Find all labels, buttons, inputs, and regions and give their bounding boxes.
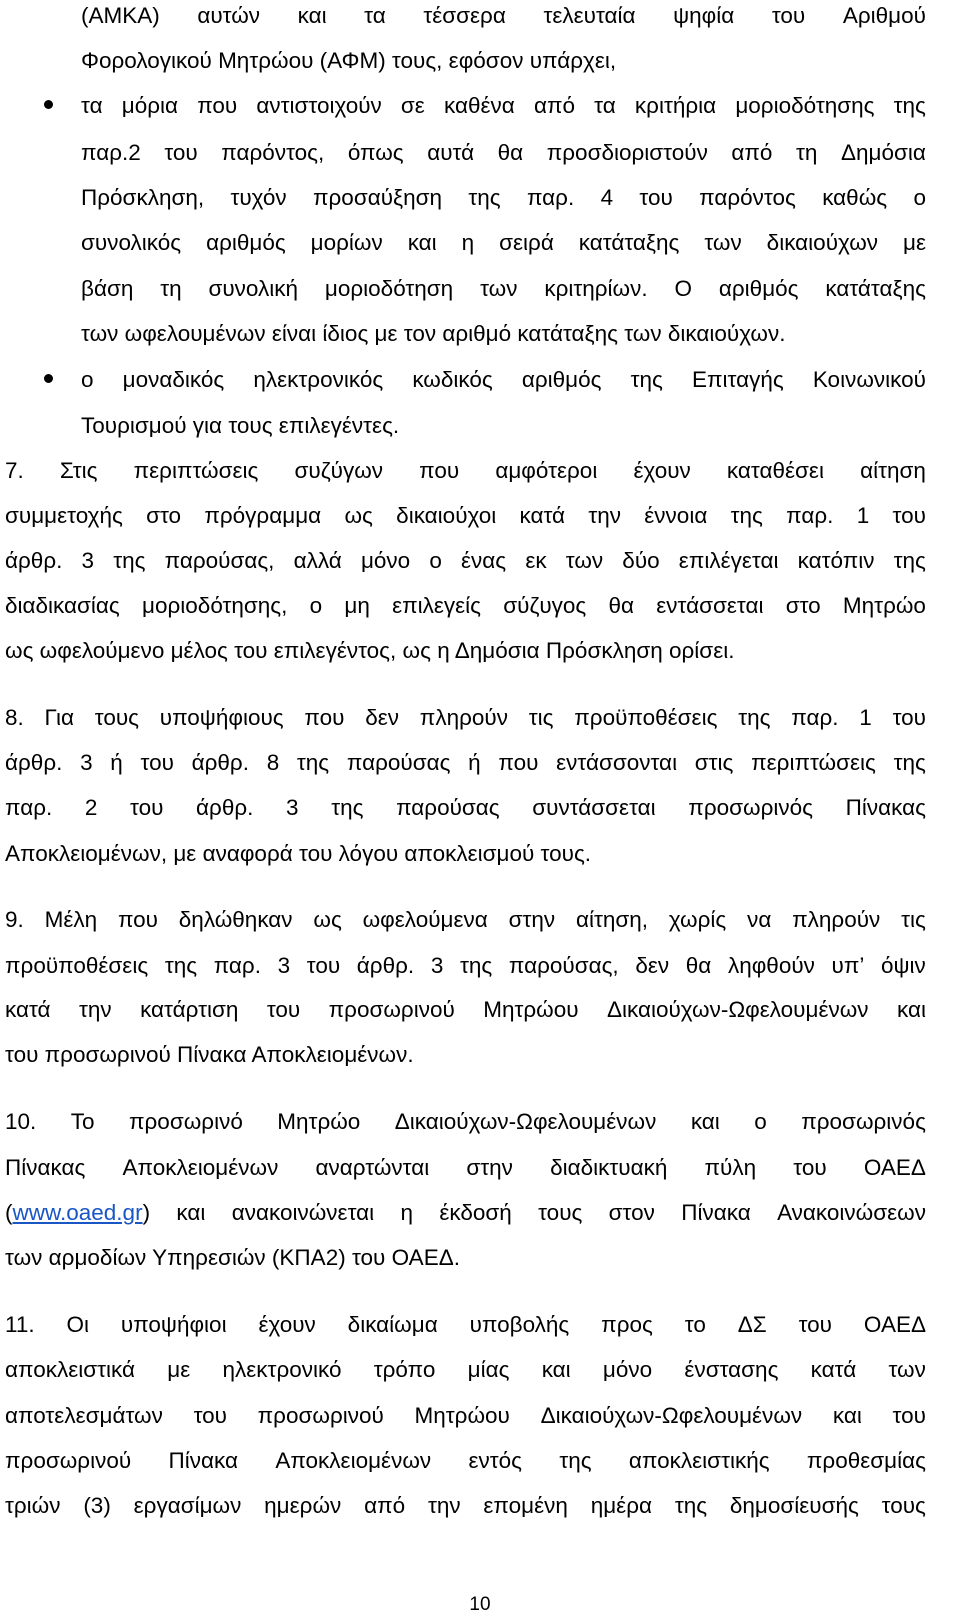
text-word: προσωρινός [688, 795, 813, 820]
text-word: κατά [810, 1357, 857, 1382]
text-line [5, 548, 926, 574]
text-word: ένστασης [684, 1357, 779, 1382]
text-word: ωφελούμενα [362, 907, 488, 932]
text-word: πληρούν [792, 907, 881, 932]
text-word: προσωρινού [328, 997, 455, 1022]
text-word: της [113, 548, 146, 573]
text-word: ημερών [264, 1493, 342, 1518]
text-word: Μητρώο [277, 1109, 361, 1134]
text-word: Ανακοινώσεων [777, 1200, 926, 1225]
text-word: μόρια [121, 93, 179, 118]
text-word: της [459, 953, 493, 978]
text-word: αίτηση [860, 458, 926, 483]
text-word: εντός [468, 1448, 523, 1473]
text-word: ημέρα [590, 1493, 653, 1518]
text-word: που [197, 93, 238, 118]
text-line [5, 503, 926, 529]
text-word: Δημόσια [840, 140, 926, 165]
text-word: του [266, 997, 301, 1022]
text-word: κατάταξης [825, 276, 926, 301]
text-word: προς [601, 1312, 653, 1337]
text-word: το [684, 1312, 706, 1337]
text-line: Τουρισμού για τους επιλεγέντες. [81, 413, 400, 438]
text-word: ως [344, 503, 373, 528]
text-word: αποκλειστικής [628, 1448, 770, 1473]
text-word: παρόντος, [221, 140, 325, 165]
text-line [5, 1403, 926, 1429]
text-word: των [704, 230, 742, 255]
text-word: 3 [286, 795, 299, 820]
text-word: Για [44, 705, 74, 730]
text-word: 8. [5, 705, 24, 730]
text-word: παρ. [5, 795, 53, 820]
text-word: Ο [674, 276, 693, 301]
text-word: όψιν [881, 953, 926, 978]
text-word: 3 [430, 953, 444, 978]
text-word: προσαύξηση [312, 185, 443, 210]
text-word: μη [344, 593, 370, 618]
text-word: ο [429, 548, 442, 573]
text-line [5, 1200, 926, 1226]
text-word: και [176, 1200, 206, 1225]
text-word: δύο [622, 548, 660, 573]
text-word: στην [508, 907, 556, 932]
text-word: συμμετοχής [5, 503, 123, 528]
text-word: στην [466, 1155, 513, 1180]
text-line [81, 276, 926, 302]
text-word: παρόντος [699, 185, 796, 210]
text-word: εκ [525, 548, 547, 573]
text-word: τη [796, 140, 818, 165]
text-word: της [893, 548, 926, 573]
text-line: των αρμοδίων Υπηρεσιών (ΚΠΑ2) του ΟΑΕΔ. [5, 1245, 460, 1270]
text-word: της [630, 367, 663, 392]
text-word: της [893, 93, 926, 118]
text-word: αυτά [427, 140, 475, 165]
text-word: 1 [859, 705, 872, 730]
text-word: παρ. [791, 705, 839, 730]
text-word: της [738, 705, 771, 730]
text-word: τα [81, 93, 103, 118]
text-word: κατάρτιση [140, 997, 239, 1022]
text-word: δημοσίευσής [729, 1493, 859, 1518]
text-word: της [559, 1448, 592, 1473]
text-line [5, 1155, 926, 1181]
text-word: συνολικός [81, 230, 182, 255]
text-word: αριθμός [521, 367, 602, 392]
text-word: ως [313, 907, 342, 932]
text-line [5, 1312, 926, 1338]
text-word: του [771, 3, 806, 28]
text-word: στις [694, 750, 734, 775]
text-word: ΟΑΕΔ [863, 1155, 926, 1180]
text-word: ηλεκτρονικό [222, 1357, 342, 1382]
paren-open: ( [5, 1200, 13, 1225]
text-word: τα [364, 3, 386, 28]
text-word: Μητρώου [414, 1403, 510, 1428]
text-word: υποψήφιοι [120, 1312, 227, 1337]
text-word: παρ. [213, 953, 261, 978]
text-word: τους [881, 1493, 926, 1518]
text-word: ηλεκτρονικός [253, 367, 384, 392]
text-word: συνολική [208, 276, 299, 301]
text-line [5, 593, 926, 619]
text-line [81, 367, 926, 393]
text-line [5, 907, 926, 933]
text-word: ληφθούν [727, 953, 815, 978]
text-word: Πρόσκληση, [81, 185, 205, 210]
text-word: ή [468, 750, 481, 775]
text-word: αίτηση, [575, 907, 649, 932]
text-word: βάση [81, 276, 134, 301]
text-word: κατάταξης [578, 230, 680, 255]
text-word: συζύγων [294, 458, 384, 483]
text-word: προσωρινός [801, 1109, 926, 1134]
text-line [5, 705, 926, 731]
text-word: 4 [600, 185, 614, 210]
text-word: της [296, 750, 330, 775]
text-line [81, 93, 926, 119]
text-line [81, 140, 926, 166]
text-word: Δικαιούχων-Ωφελουμένων [606, 997, 869, 1022]
bullet-marker [44, 374, 53, 383]
text-word: ο [913, 185, 926, 210]
text-word: χωρίς [668, 907, 727, 932]
text-word: κωδικός [412, 367, 493, 392]
text-word: 2 [84, 795, 98, 820]
text-word: παρ. [526, 185, 575, 210]
text-word: 11. [5, 1312, 35, 1337]
text-word: περιπτώσεις [133, 458, 259, 483]
text-word: παρ.2 [81, 140, 141, 165]
text-word: τριών [5, 1493, 61, 1518]
text-word: ) [142, 1200, 151, 1225]
text-word: από [364, 1493, 406, 1518]
text-word: Μέλη [44, 907, 98, 932]
text-line [5, 795, 926, 821]
text-word: Στις [59, 458, 98, 483]
text-word: προϋποθέσεις [574, 705, 718, 730]
text-word: παρούσας [396, 795, 500, 820]
text-word: μοριοδότησης [735, 93, 875, 118]
text-word: ανακοινώνεται [231, 1200, 375, 1225]
text-word: έκδοσή [439, 1200, 512, 1225]
text-word: στο [785, 593, 821, 618]
text-word: ΟΑΕΔ [863, 1312, 926, 1337]
text-line [81, 230, 926, 256]
text-word: πύλη [704, 1155, 757, 1180]
text-word: σύζυγος [503, 593, 587, 618]
text-word: υπ’ [831, 953, 865, 978]
text-word: παρούσας, [508, 953, 619, 978]
text-word: Πίνακα [168, 1448, 238, 1473]
text-word: επομένη [483, 1493, 568, 1518]
text-line [5, 953, 926, 979]
text-line: Αποκλειομένων, με αναφορά του λόγου αποκλεισμού τους. [5, 841, 592, 866]
text-word: τους [538, 1200, 583, 1225]
text-word: τους [94, 705, 139, 730]
text-word: των [888, 1357, 926, 1382]
text-word: που [498, 750, 539, 775]
text-word: και [407, 230, 437, 255]
text-word: έννοια [644, 503, 708, 528]
text-word: ο [309, 593, 323, 618]
text-word: του [306, 953, 341, 978]
text-word: Πίνακας [845, 795, 926, 820]
text-line [5, 1493, 926, 1519]
text-word: έχουν [633, 458, 691, 483]
text-word: Δικαιούχων-Ωφελουμένων [394, 1109, 657, 1134]
text-line [5, 997, 926, 1023]
text-word: αντιστοιχούν [256, 93, 382, 118]
text-word: του [639, 185, 673, 210]
text-word: πρόγραμμα [204, 503, 322, 528]
text-word: και [896, 997, 926, 1022]
text-line [5, 1448, 926, 1474]
text-word: με [902, 230, 926, 255]
text-word: προϋποθέσεις [5, 953, 149, 978]
text-word: πληρούν [419, 705, 508, 730]
text-line: Φορολογικού Μητρώου (ΑΦΜ) τους, εφόσον υπάρχει, [81, 48, 617, 73]
text-word: δηλώθηκαν [178, 907, 293, 932]
text-word: του [892, 705, 926, 730]
text-word: επιλεγείς [392, 593, 482, 618]
text-word: αναρτώνται [315, 1155, 430, 1180]
text-word: κριτήρια [634, 93, 717, 118]
text-word: Μητρώο [842, 593, 926, 618]
text-word: άρθρ. [196, 795, 254, 820]
text-word: κατά [5, 997, 51, 1022]
text-word: Το [70, 1109, 95, 1134]
text-word: της [730, 503, 763, 528]
text-word: που [419, 458, 460, 483]
text-line [5, 458, 926, 484]
text-word: και [541, 1357, 571, 1382]
text-word: δεν [635, 953, 670, 978]
text-word: Κοινωνικού [812, 367, 926, 392]
text-word: κατόπιν [797, 548, 875, 573]
text-word: του [140, 750, 174, 775]
text-word: του [798, 1312, 832, 1337]
text-word: επιλέγεται [678, 548, 779, 573]
text-word: του [892, 1403, 926, 1428]
text-word: και [690, 1109, 720, 1134]
text-line [5, 1357, 926, 1383]
text-word: ο [754, 1109, 767, 1134]
text-word: του [164, 140, 198, 165]
text-word: της [674, 1493, 708, 1518]
text-word: την [427, 1493, 461, 1518]
text-word: του [892, 503, 926, 528]
text-word: προσδιοριστούν [546, 140, 708, 165]
text-word: 1 [856, 503, 870, 528]
text-word: Μητρώου [483, 997, 579, 1022]
text-word: μορίων [310, 230, 383, 255]
text-word: 3 [80, 750, 93, 775]
text-line: ως ωφελούμενο μέλος του επιλεγέντος, ως η Δημόσια Πρόσκληση ορίσει. [5, 638, 735, 663]
text-line: των ωφελουμένων είναι ίδιος με τον αριθμό κατάταξης των δικαιούχων. [81, 321, 786, 346]
text-word: μοριοδότηση [324, 276, 454, 301]
text-line [5, 1109, 926, 1135]
text-word: 9. [5, 907, 24, 932]
text-word: μοναδικός [122, 367, 225, 392]
text-line [81, 185, 926, 211]
text-word: (ΑΜΚΑ) [81, 3, 160, 28]
text-word: θα [497, 140, 524, 165]
text-line: του προσωρινού Πίνακα Αποκλειομένων. [5, 1042, 414, 1067]
text-word: προσωρινού [257, 1403, 384, 1428]
text-word: τις [528, 705, 554, 730]
text-word: Αποκλειομένων [275, 1448, 432, 1473]
text-word: μίας [467, 1357, 510, 1382]
text-word: του [793, 1155, 827, 1180]
text-word: αποκλειστικά [5, 1357, 136, 1382]
text-word: καταθέσει [726, 458, 824, 483]
text-word: παρ. [786, 503, 834, 528]
text-word: (3) [83, 1493, 111, 1518]
text-word: Αποκλειομένων [122, 1155, 279, 1180]
text-word: προσωρινού [5, 1448, 132, 1473]
text-word: προθεσμίας [806, 1448, 926, 1473]
text-word: σε [400, 93, 425, 118]
text-word: εντάσσεται [656, 593, 764, 618]
text-word: θα [685, 953, 712, 978]
text-word: δικαιούχων [766, 230, 879, 255]
text-word: την [78, 997, 112, 1022]
text-word: 10. [5, 1109, 37, 1134]
text-word: με [167, 1357, 191, 1382]
text-word: δικαίωμα [347, 1312, 438, 1337]
text-word: Οι [66, 1312, 89, 1337]
text-word: δικαιούχοι [396, 503, 497, 528]
text-word: τρόπο [373, 1357, 436, 1382]
text-word: από [533, 93, 575, 118]
text-word: Πίνακα [681, 1200, 751, 1225]
text-word: όπως [347, 140, 404, 165]
text-word: συντάσσεται [532, 795, 656, 820]
text-word: 7. [5, 458, 24, 483]
text-word: έχουν [258, 1312, 316, 1337]
text-word: αποτελεσμάτων [5, 1403, 163, 1428]
page-number: 10 [469, 1594, 491, 1615]
text-word: του [193, 1403, 227, 1428]
text-word: άρθρ. [5, 750, 63, 775]
text-word: τελευταία [543, 3, 636, 28]
text-word: υποβολής [469, 1312, 570, 1337]
text-word: παρούσας, [164, 548, 275, 573]
text-word: εργασίμων [133, 1493, 242, 1518]
text-word: σειρά [499, 230, 554, 255]
text-word: τη [160, 276, 182, 301]
text-word: ΔΣ [737, 1312, 767, 1337]
text-word: τα [594, 93, 616, 118]
text-word: μοριοδότησης, [142, 593, 288, 618]
text-word: αμφότεροι [495, 458, 598, 483]
text-word: στον [608, 1200, 655, 1225]
text-word: η [461, 230, 475, 255]
text-word: καθώς [822, 185, 888, 210]
text-word: θα [608, 593, 635, 618]
text-word: η [400, 1200, 413, 1225]
text-word: αριθμός [718, 276, 799, 301]
text-word: την [588, 503, 621, 528]
text-word: των [565, 548, 604, 573]
text-word: άρθρ. [191, 750, 249, 775]
text-word: ή [110, 750, 123, 775]
text-word: εντάσσονται [556, 750, 678, 775]
text-word: άρθρ. [5, 548, 63, 573]
text-word: μόνο [602, 1357, 653, 1382]
text-word: αλλά [293, 548, 342, 573]
text-line [81, 3, 926, 29]
text-word: από [731, 140, 773, 165]
text-word: ψηφία [673, 3, 735, 28]
text-word: του [130, 795, 164, 820]
text-word: κριτηρίων. [544, 276, 648, 301]
text-word: διαδικασίας [5, 593, 120, 618]
text-word: άρθρ. [356, 953, 415, 978]
text-word: που [117, 907, 158, 932]
text-word: 3 [81, 548, 95, 573]
text-word: και [832, 1403, 862, 1428]
text-word: που [304, 705, 345, 730]
text-word: 8 [266, 750, 280, 775]
text-word: περιπτώσεις [751, 750, 876, 775]
text-word: μόνο [360, 548, 411, 573]
text-word: παρούσας [346, 750, 451, 775]
text-word: της [331, 795, 364, 820]
bullet-marker [44, 100, 53, 109]
text-word: ένας [461, 548, 507, 573]
text-word: στο [146, 503, 182, 528]
text-word: προσωρινό [128, 1109, 243, 1134]
text-word: των [480, 276, 518, 301]
text-word: τυχόν [230, 185, 287, 210]
text-word: τέσσερα [423, 3, 506, 28]
text-word: καθένα [444, 93, 515, 118]
text-word: να [747, 907, 772, 932]
text-word: της [893, 750, 926, 775]
oaed-link[interactable]: www.oaed.gr [12, 1200, 143, 1225]
text-word: της [164, 953, 198, 978]
text-word: 3 [277, 953, 291, 978]
text-word: διαδικτυακή [550, 1155, 668, 1180]
text-word: κατά [519, 503, 566, 528]
text-line [5, 750, 926, 776]
text-word: τις [901, 907, 926, 932]
text-word: Αριθμού [842, 3, 926, 28]
text-word: υποψήφιους [159, 705, 284, 730]
text-word: αριθμός [206, 230, 286, 255]
text-word: Επιταγής [691, 367, 784, 392]
text-word: δεν [365, 705, 400, 730]
text-word: αυτών [197, 3, 261, 28]
text-word: Δικαιούχων-Ωφελουμένων [540, 1403, 803, 1428]
text-word: και [297, 3, 327, 28]
text-word: Πίνακας [5, 1155, 86, 1180]
text-word: της [468, 185, 501, 210]
text-word: ο [81, 367, 94, 392]
